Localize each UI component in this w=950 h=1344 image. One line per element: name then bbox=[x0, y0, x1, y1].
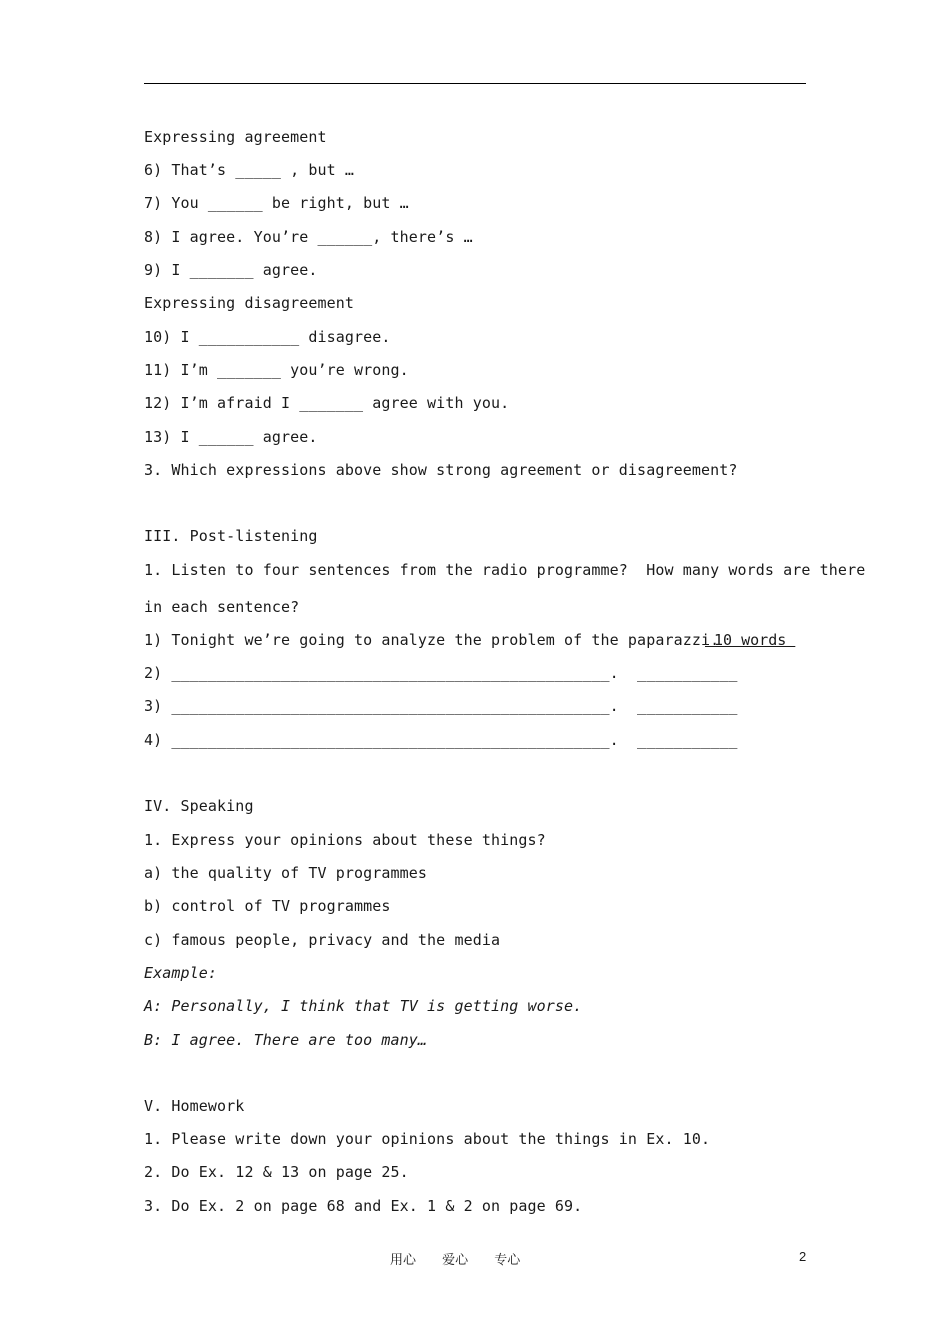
header-rule bbox=[144, 83, 806, 84]
footer-text: 用心 爱心 专心 bbox=[390, 1253, 521, 1268]
disagreement-item: 12) I’m afraid I _______ agree with you. bbox=[144, 394, 510, 412]
post-listening-item: 1) Tonight we’re going to analyze the problem of the paparazzi. bbox=[144, 631, 720, 649]
post-listening-blank-item: 4) ________________________________________________. ___________ bbox=[144, 731, 738, 749]
post-listening-question-line: in each sentence? bbox=[144, 598, 300, 616]
speaking-item: c) famous people, privacy and the media bbox=[144, 931, 501, 949]
speaking-item: a) the quality of TV programmes bbox=[144, 864, 428, 882]
post-listening-heading: III. Post-listening bbox=[144, 527, 318, 545]
homework-item: 2. Do Ex. 12 & 13 on page 25. bbox=[144, 1163, 409, 1181]
agreement-item: 7) You ______ be right, but … bbox=[144, 194, 409, 212]
example-line: A: Personally, I think that TV is getting worse. bbox=[144, 997, 583, 1015]
speaking-question: 1. Express your opinions about these things? bbox=[144, 831, 546, 849]
agreement-item: 6) That’s _____ , but … bbox=[144, 161, 355, 179]
speaking-heading: IV. Speaking bbox=[144, 797, 254, 815]
agreement-item: 9) I _______ agree. bbox=[144, 261, 318, 279]
disagreement-item: 13) I ______ agree. bbox=[144, 428, 318, 446]
question-3: 3. Which expressions above show strong agreement or disagreement? bbox=[144, 461, 738, 479]
post-listening-question-line: 1. Listen to four sentences from the radio programme? How many words are there bbox=[144, 561, 866, 579]
word-count-answer: 10 words bbox=[705, 631, 796, 649]
speaking-item: b) control of TV programmes bbox=[144, 897, 391, 915]
homework-item: 1. Please write down your opinions about the things in Ex. 10. bbox=[144, 1130, 711, 1148]
post-listening-blank-item: 2) ________________________________________________. ___________ bbox=[144, 664, 738, 682]
post-listening-blank-item: 3) ________________________________________________. ___________ bbox=[144, 697, 738, 715]
homework-heading: V. Homework bbox=[144, 1097, 245, 1115]
agreement-item: 8) I agree. You’re ______, there’s … bbox=[144, 228, 473, 246]
homework-item: 3. Do Ex. 2 on page 68 and Ex. 1 & 2 on page 69. bbox=[144, 1197, 583, 1215]
disagreement-item: 11) I’m _______ you’re wrong. bbox=[144, 361, 409, 379]
example-line: B: I agree. There are too many… bbox=[144, 1031, 428, 1049]
example-label: Example: bbox=[144, 964, 218, 982]
agreement-heading: Expressing agreement bbox=[144, 128, 327, 146]
disagreement-heading: Expressing disagreement bbox=[144, 294, 355, 312]
disagreement-item: 10) I ___________ disagree. bbox=[144, 328, 391, 346]
page-number: 2 bbox=[799, 1249, 807, 1264]
